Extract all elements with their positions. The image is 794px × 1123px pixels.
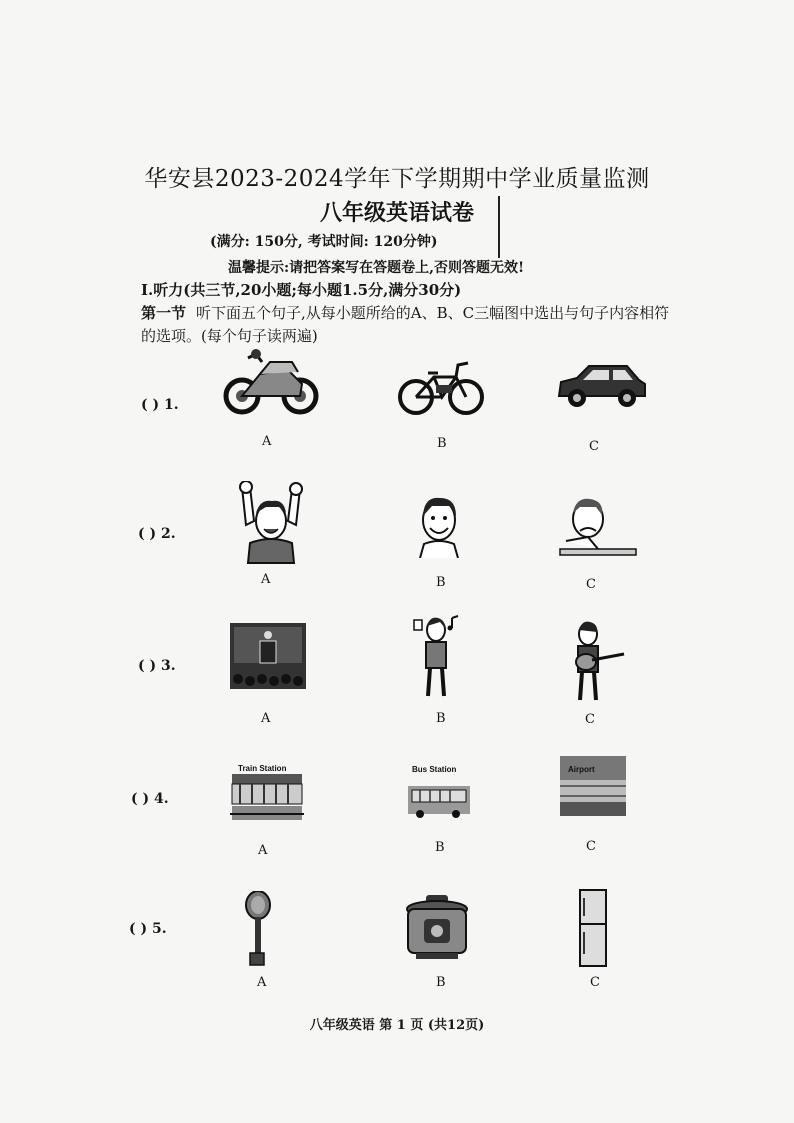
q4-option-c: C <box>586 839 596 854</box>
rice-cooker-picture <box>404 893 470 963</box>
q3-option-a: A <box>261 711 271 726</box>
bus-station-picture <box>406 762 472 820</box>
margin-line <box>498 196 500 258</box>
q2-option-b: B <box>436 575 446 590</box>
guitar-boy-picture <box>568 620 628 702</box>
section-heading: I.听力(共三节,20小题;每小题1.5分,满分30分) <box>141 281 462 299</box>
refrigerator-picture <box>578 888 608 968</box>
q5-option-c: C <box>590 975 600 990</box>
q1-option-b: B <box>437 436 447 451</box>
excited-man-picture <box>236 481 306 565</box>
section-instruction <box>141 302 681 348</box>
score-info: (满分: 150分, 考试时间: 120分钟) <box>210 234 438 250</box>
q5-option-b: B <box>436 975 446 990</box>
train-station-picture <box>230 762 304 822</box>
warm-tip-label: 温馨提示: <box>228 260 290 276</box>
car-picture <box>555 362 647 410</box>
exam-title: 华安县2023-2024学年下学期期中学业质量监测 <box>144 166 650 192</box>
bicycle-picture <box>398 357 484 417</box>
page-footer: 八年级英语 第 1 页 (共12页) <box>309 1018 485 1033</box>
warm-tip-text: 请把答案写在答题卷上,否则答题无效! <box>289 260 525 276</box>
q4-option-b: B <box>435 840 445 855</box>
q2-option-a: A <box>261 572 271 587</box>
part-label: 第一节 <box>141 304 187 322</box>
q1-option-a: A <box>262 434 272 449</box>
q3-option-c: C <box>585 712 595 727</box>
shower-head-picture <box>240 891 276 969</box>
instruction-text: 听下面五个句子,从每小题所给的A、B、C三幅图中选出与句子内容相符的选项。(每个句子读两遍) <box>141 304 670 345</box>
q2-option-c: C <box>586 577 596 592</box>
question-4-label: ( ) 4. <box>131 791 169 807</box>
airport-picture <box>560 756 626 816</box>
q1-option-c: C <box>589 439 599 454</box>
question-1-label: ( ) 1. <box>141 397 179 413</box>
airport-sign: Airport <box>568 765 595 774</box>
sad-boy-picture <box>558 491 638 557</box>
speech-hall-picture <box>230 623 306 689</box>
bus-station-sign: Bus Station <box>412 765 457 774</box>
train-station-sign: Train Station <box>238 764 287 773</box>
happy-boy-picture <box>414 492 464 558</box>
exam-subtitle: 八年级英语试卷 <box>319 200 474 226</box>
question-2-label: ( ) 2. <box>138 526 176 542</box>
motorcycle-picture <box>222 348 322 416</box>
singing-boy-picture <box>410 612 462 700</box>
question-5-label: ( ) 5. <box>129 921 167 937</box>
q3-option-b: B <box>436 711 446 726</box>
question-3-label: ( ) 3. <box>138 658 176 674</box>
q5-option-a: A <box>257 975 267 990</box>
q4-option-a: A <box>258 843 268 858</box>
warm-tip <box>228 257 524 277</box>
